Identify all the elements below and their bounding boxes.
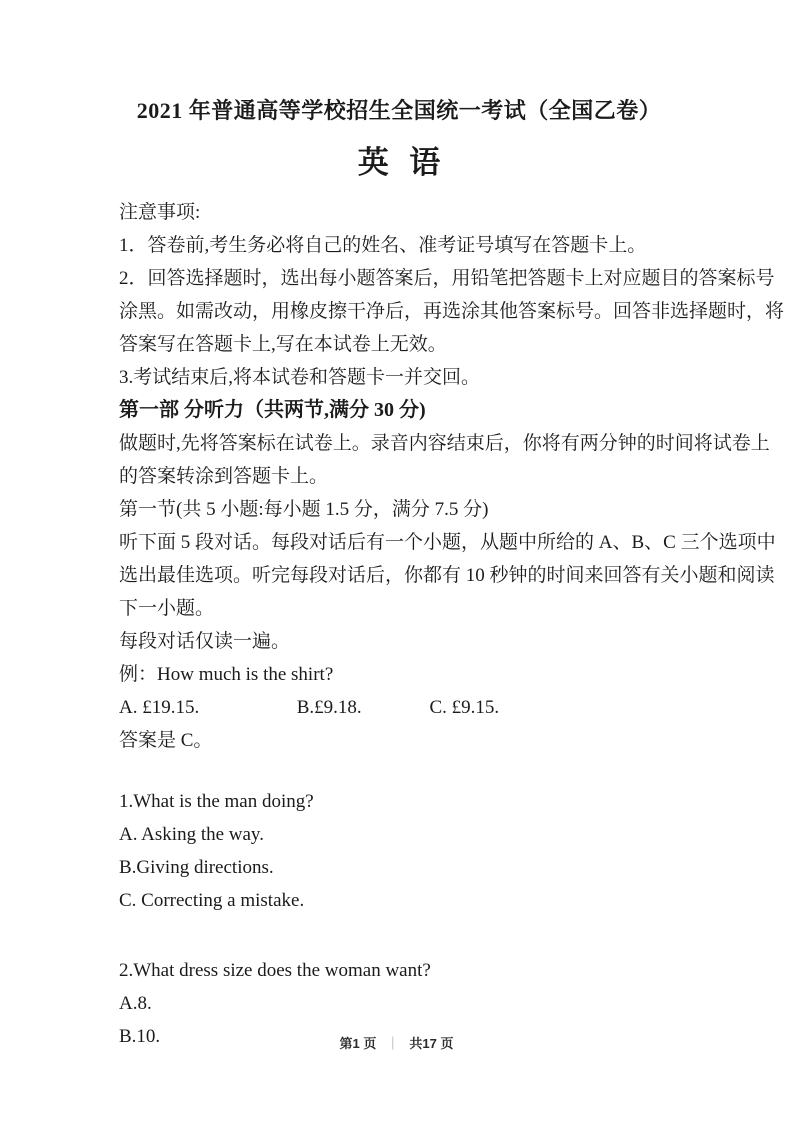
spacer (119, 917, 679, 954)
question-2-option-a: A.8. (119, 993, 152, 1014)
question-1-option-a: A. Asking the way. (119, 824, 264, 845)
example-block (119, 658, 679, 757)
subject-title: 英 语 (357, 145, 441, 180)
example-options-row (119, 691, 679, 724)
question-1-block (119, 785, 679, 917)
notice-line-2: 2．回答选择题时，选出每小题答案后，用铅笔把答题卡上对应题目的答案标号 (119, 268, 775, 289)
notices-heading: 注意事项: (119, 202, 201, 223)
exam-title: 2021 年普通高等学校招生全国统一考试（全国乙卷） (136, 98, 662, 123)
notice-line-3: 涂黑。如需改动，用橡皮擦干净后，再选涂其他答案标号。回答非选择题时，将 (119, 301, 785, 322)
part1-heading: 第一部 分听力（共两节,满分 30 分) (119, 399, 426, 421)
section1-instruction-line-3: 下一小题。 (119, 598, 215, 619)
section1-heading: 第一节(共 5 小题:每小题 1.5 分，满分 7.5 分) (119, 499, 489, 520)
part1-intro-line-1: 做题时,先将答案标在试卷上。录音内容结束后，你将有两分钟的时间将试卷上 (119, 433, 770, 454)
part1-block (119, 394, 776, 658)
footer-total-pages: 共17 页 (409, 1036, 454, 1051)
notices-block (119, 196, 785, 394)
question-1-text: 1.What is the man doing? (119, 791, 314, 812)
question-1-option-c: C. Correcting a mistake. (119, 890, 305, 911)
question-1-option-b: B.Giving directions. (119, 857, 274, 878)
example-option-b: B.£9.18. (296, 697, 362, 718)
example-option-a: A. £19.15. (119, 697, 200, 718)
example-question: 例：How much is the shirt? (119, 664, 334, 685)
section1-instruction-line-1: 听下面 5 段对话。每段对话后有一个小题，从题中所给的 A、B、C 三个选项中 (119, 532, 776, 553)
notice-line-4: 答案写在答题卡上,写在本试卷上无效。 (119, 334, 447, 355)
page-footer (0, 1033, 793, 1052)
part1-intro-line-2: 的答案转涂到答题卡上。 (119, 466, 329, 487)
page-content (119, 0, 785, 1053)
footer-separator: ｜ (386, 1036, 400, 1051)
example-option-c: C. £9.15. (429, 697, 500, 718)
footer-page-number: 第1 页 (339, 1036, 377, 1051)
spacer (119, 757, 679, 785)
example-answer: 答案是 C。 (119, 730, 213, 751)
notice-line-5: 3.考试结束后,将本试卷和答题卡一并交回。 (119, 367, 481, 388)
section1-instruction-line-2: 选出最佳选项。听完每段对话后，你都有 10 秒钟的时间来回答有关小题和阅读 (119, 565, 775, 586)
question-2-text: 2.What dress size does the woman want? (119, 960, 431, 981)
notice-line-1: 1．答卷前,考生务必将自己的姓名、准考证号填写在答题卡上。 (119, 235, 647, 256)
section1-instruction-line-4: 每段对话仅读一遍。 (119, 631, 291, 652)
question-2-option-b: B.10. (119, 1026, 161, 1047)
